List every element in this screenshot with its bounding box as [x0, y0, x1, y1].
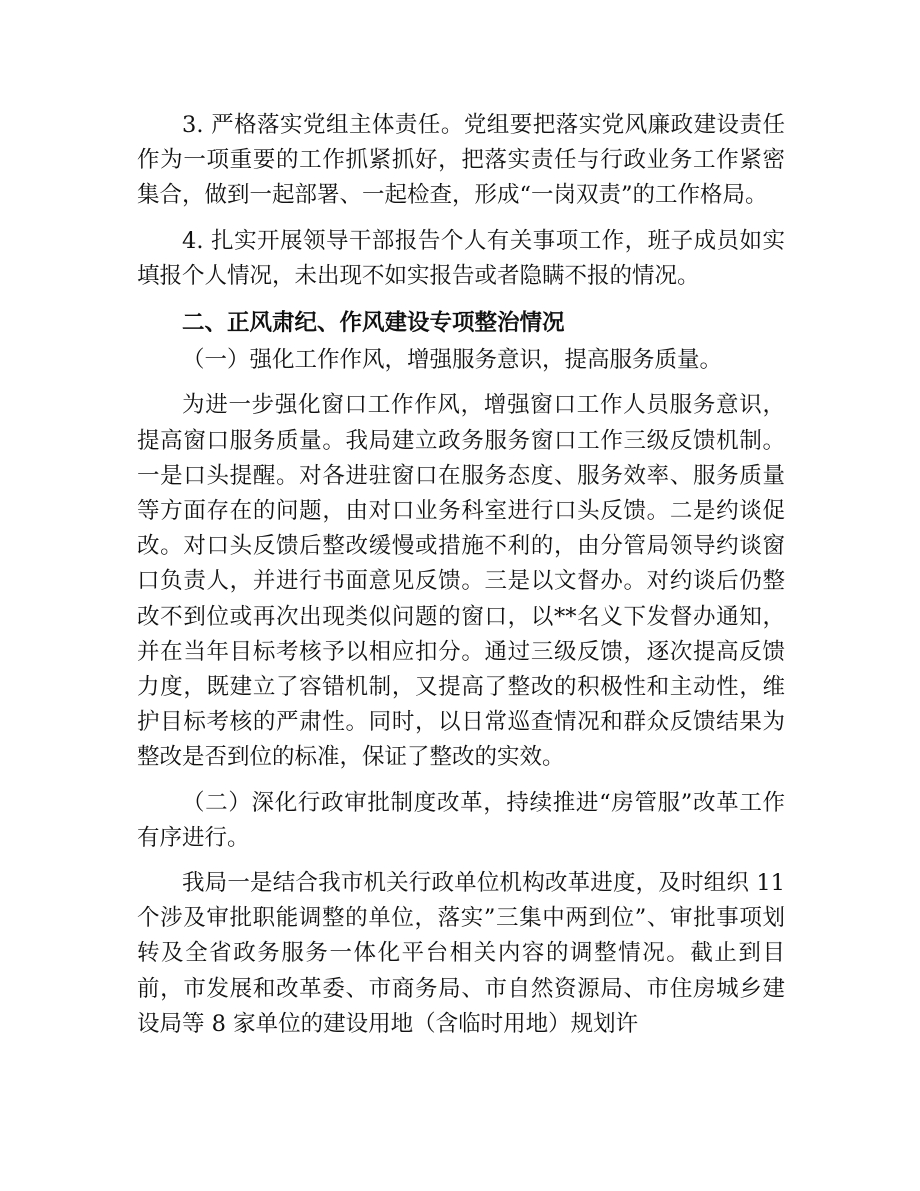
subheading-2: （二）深化行政审批制度改革，持续推进“房管服”改革工作有序进行。	[137, 789, 785, 851]
section-heading-2: 二、正风肃纪、作风建设专项整治情况	[182, 310, 565, 337]
paragraph-approval-reform: 我局一是结合我市机关行政单位机构改革进度，及时组织 11 个涉及审批职能调整的单位，落实”三集中两到位”、审批事项划转及全省政务服务一体化平台相关内容的调整情况。截止到目前，市发展和改革委、市商务局、市自然资源局、市住房城乡建设局等 8 家单位的建设用地（含临时用地）规划许	[137, 870, 785, 1037]
paragraph-responsibility: 3. 严格落实党组主体责任。党组要把落实党风廉政建设责任作为一项重要的工作抓紧抓好，把落实责任与行政业务工作紧密集合，做到一起部署、一起检查，形成“一岗双责”的工作格局。	[137, 112, 785, 209]
paragraph-window-feedback: 为进一步强化窗口工作作风，增强窗口工作人员服务意识，提高窗口服务质量。我局建立政务服务窗口工作三级反馈机制。一是口头提醒。对各进驻窗口在服务态度、服务效率、服务质量等方面存在的问题，由对口业务科室进行口头反馈。二是约谈促改。对口头反馈后整改缓慢或措施不利的，由分管局领导约谈窗口负责人，并进行书面意见反馈。三是以文督办。对约谈后仍整改不到位或再次出现类似问题的窗口，以**名义下发督办通知，并在当年目标考核予以相应扣分。通过三级反馈，逐次提高反馈力度，既建立了容错机制，又提高了整改的积极性和主动性，维护目标考核的严肃性。同时，以日常巡查情况和群众反馈结果为整改是否到位的标准，保证了整改的实效。	[137, 392, 785, 771]
subheading-1: （一）强化工作作风，增强服务意识，提高服务质量。	[182, 347, 723, 374]
document-body	[137, 108, 785, 1042]
paragraph-personal-matters: 4. 扎实开展领导干部报告个人有关事项工作，班子成员如实填报个人情况，未出现不如实报告或者隐瞒不报的情况。	[137, 227, 785, 289]
